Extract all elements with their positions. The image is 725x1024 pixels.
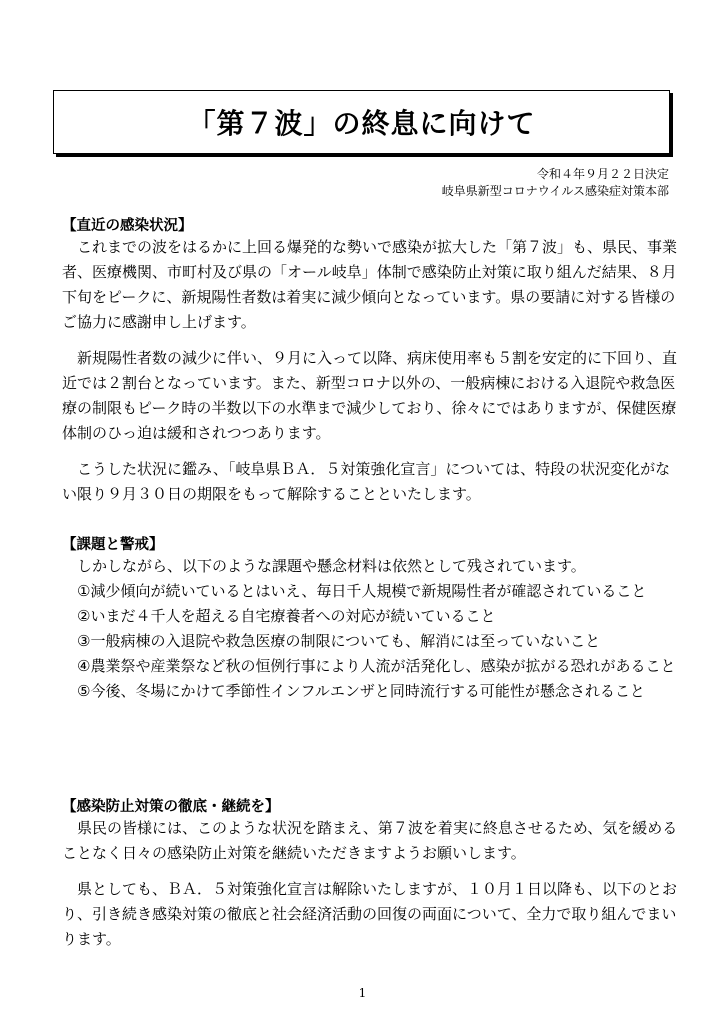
issuer: 岐阜県新型コロナウイルス感染症対策本部 bbox=[441, 184, 669, 198]
list-item: ④農業祭や産業祭など秋の恒例行事により人流が活発化し、感染が拡がる恐れがあること bbox=[77, 657, 676, 675]
paragraph: 県民の皆様には、このような状況を踏まえ、第７波を着実に終息させるため、気を緩めることなく日々の感染防止対策を継続いただきますようお願いします。 bbox=[62, 819, 678, 862]
section-heading: 【課題と警戒】 bbox=[62, 537, 164, 553]
decision-date: 令和４年９月２２日決定 bbox=[536, 167, 669, 181]
section-heading: 【直近の感染状況】 bbox=[62, 218, 193, 234]
list-item: ②いまだ４千人を超える自宅療養者への対応が続いていること bbox=[77, 607, 496, 625]
paragraph: 新規陽性者数の減少に伴い、９月に入って以降、病床使用率も５割を安定的に下回り、直近では２割台となっています。また、新型コロナ以外の、一般病棟における入退院や救急医療の制限もピーク時の半数以下の水準まで減少しており、徐々にではありますが、保健医療体制のひっ迫は緩和されつつあります。 bbox=[62, 349, 678, 442]
section-prevention bbox=[62, 798, 682, 952]
section-issues bbox=[62, 536, 682, 704]
title-box bbox=[53, 90, 670, 154]
paragraph: これまでの波をはるかに上回る爆発的な勢いで感染が拡大した「第７波」も、県民、事業者、医療機関、市町村及び県の「オール岐阜」体制で感染防止対策に取り組んだ結果、８月下旬をピークに、新規陽性者数は着実に減少傾向となっています。県の要請に対する皆様のご協力に感謝申し上げます。 bbox=[62, 238, 678, 331]
list-item: ③一般病棟の入退院や救急医療の制限についても、解消には至っていないこと bbox=[77, 632, 601, 650]
page-number: 1 bbox=[358, 986, 367, 1000]
list-item: ①減少傾向が続いているとはいえ、毎日千人規模で新規陽性者が確認されていること bbox=[77, 582, 647, 600]
paragraph: こうした状況に鑑み、「岐阜県ＢＡ．５対策強化宣言」については、特段の状況変化がない限り９月３０日の期限をもって解除することといたします。 bbox=[62, 460, 671, 503]
document-meta bbox=[442, 166, 669, 200]
paragraph: 県としても、ＢＡ．５対策強化宣言は解除いたしますが、１０月１日以降も、以下のとおり、引き続き感染対策の徹底と社会経済活動の回復の両面について、全力で取り組んでまいります。 bbox=[62, 880, 678, 948]
section-heading: 【感染防止対策の徹底・継続を】 bbox=[62, 799, 280, 815]
list-item: ⑤今後、冬場にかけて季節性インフルエンザと同時流行する可能性が懸念されること bbox=[77, 682, 645, 700]
issues-list bbox=[62, 579, 682, 704]
section-current-situation bbox=[62, 217, 682, 507]
document-title: 「第７波」の終息に向けて bbox=[187, 107, 536, 140]
section-intro: しかしながら、以下のような課題や懸念材料は依然として残されています。 bbox=[77, 557, 586, 575]
